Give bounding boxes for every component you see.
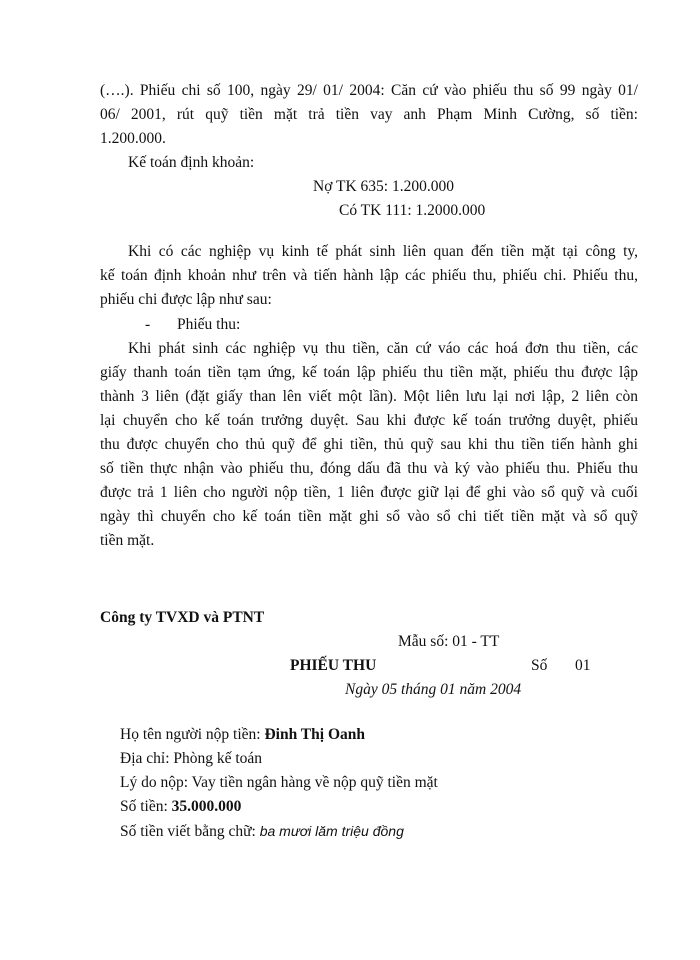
para2-line: thành 3 liên (đặt giấy than lên viết một lần). Một liên lưu lại nơi lập, 2 liên còn: [100, 388, 638, 405]
amount-value: 35.000.000: [171, 798, 242, 815]
amount-words-value: ba mươi lăm triệu đồng: [259, 823, 404, 839]
intro-paragraph: [100, 79, 638, 151]
company-name: Công ty TVXD và PTNT: [100, 609, 265, 626]
intro-line-1: (….). Phiếu chi số 100, ngày 29/ 01/ 2004: Căn cứ vào phiếu thu số 99 ngày 01/: [100, 82, 638, 99]
bullet-dash: -: [145, 316, 151, 333]
amount-label: Số tiền:: [120, 798, 172, 815]
intro-line-3: 1.200.000.: [100, 130, 166, 147]
entry-debit: Nợ TK 635: 1.200.000: [313, 178, 454, 195]
address-row: [120, 747, 262, 771]
para2-line: lại chuyển cho kế toán trưởng duyệt. Sau khi được kế toán trưởng duyệt, phiếu: [100, 412, 638, 429]
amount-words-label: Số tiền viết bằng chữ:: [120, 823, 260, 840]
address-label: Địa chỉ:: [120, 750, 174, 767]
para1-line-3: phiếu chi được lập như sau:: [100, 291, 272, 308]
para1-line-1: Khi có các nghiệp vụ kinh tế phát sinh liên quan đến tiền mặt tại công ty,: [128, 243, 638, 260]
receipt-number-label: Số: [531, 657, 548, 674]
intro-line-2: 06/ 2001, rút quỹ tiền mặt trả tiền vay anh Phạm Minh Cường, số tiền:: [100, 106, 638, 123]
para2-line: giấy thanh toán tiền tạm ứng, kế toán lập phiếu thu tiền mặt, phiếu thu được lập: [100, 364, 638, 381]
payer-label: Họ tên người nộp tiền:: [120, 726, 265, 743]
receipt-title: PHIẾU THU: [290, 657, 377, 674]
address-value: Phòng kế toán: [173, 750, 263, 767]
payer-value: Đinh Thị Oanh: [264, 726, 365, 743]
para1-line-2: kế toán định khoản như trên và tiến hành lập các phiếu thu, phiếu chi. Phiếu thu,: [100, 267, 638, 284]
receipt-number-value: 01: [575, 657, 591, 674]
para2-line: tiền mặt.: [100, 532, 155, 549]
form-number: Mẫu số: 01 - TT: [398, 633, 500, 650]
reason-label: Lý do nộp:: [120, 774, 192, 791]
para2-line: số tiền thực nhận vào phiếu thu, đóng dấu đã thu và ký vào phiếu thu. Phiếu thu: [100, 460, 638, 477]
entry-label: Kế toán định khoản:: [128, 154, 255, 171]
reason-row: [120, 771, 438, 795]
receipt-date: Ngày 05 tháng 01 năm 2004: [345, 681, 522, 698]
payer-row: [120, 723, 365, 747]
paragraph-cash-process: [100, 240, 638, 312]
para2-line: Khi phát sinh các nghiệp vụ thu tiền, căn cứ váo các hoá đơn thu tiền, các: [128, 340, 638, 357]
reason-value: Vay tiền ngân hàng về nộp quỹ tiền mặt: [191, 774, 438, 791]
entry-credit: Có TK 111: 1.2000.000: [339, 202, 486, 219]
amount-row: [120, 795, 241, 819]
para2-line: được trả 1 liên cho người nộp tiền, 1 liên được giữ lại để ghi vào sổ quỹ và cuối: [100, 484, 638, 501]
para2-line: thu được chuyển cho thủ quỹ để ghi tiền, thủ quỹ sau khi thu tiền tiến hành ghi: [100, 436, 638, 453]
para2-line: ngày thì chuyển cho kế toán tiền mặt ghi sổ vào sổ chi tiết tiền mặt và sổ quỹ: [100, 508, 638, 525]
amount-words-row: [120, 819, 404, 844]
bullet-text: Phiếu thu:: [177, 316, 241, 333]
paragraph-receipt-process: [100, 337, 638, 553]
